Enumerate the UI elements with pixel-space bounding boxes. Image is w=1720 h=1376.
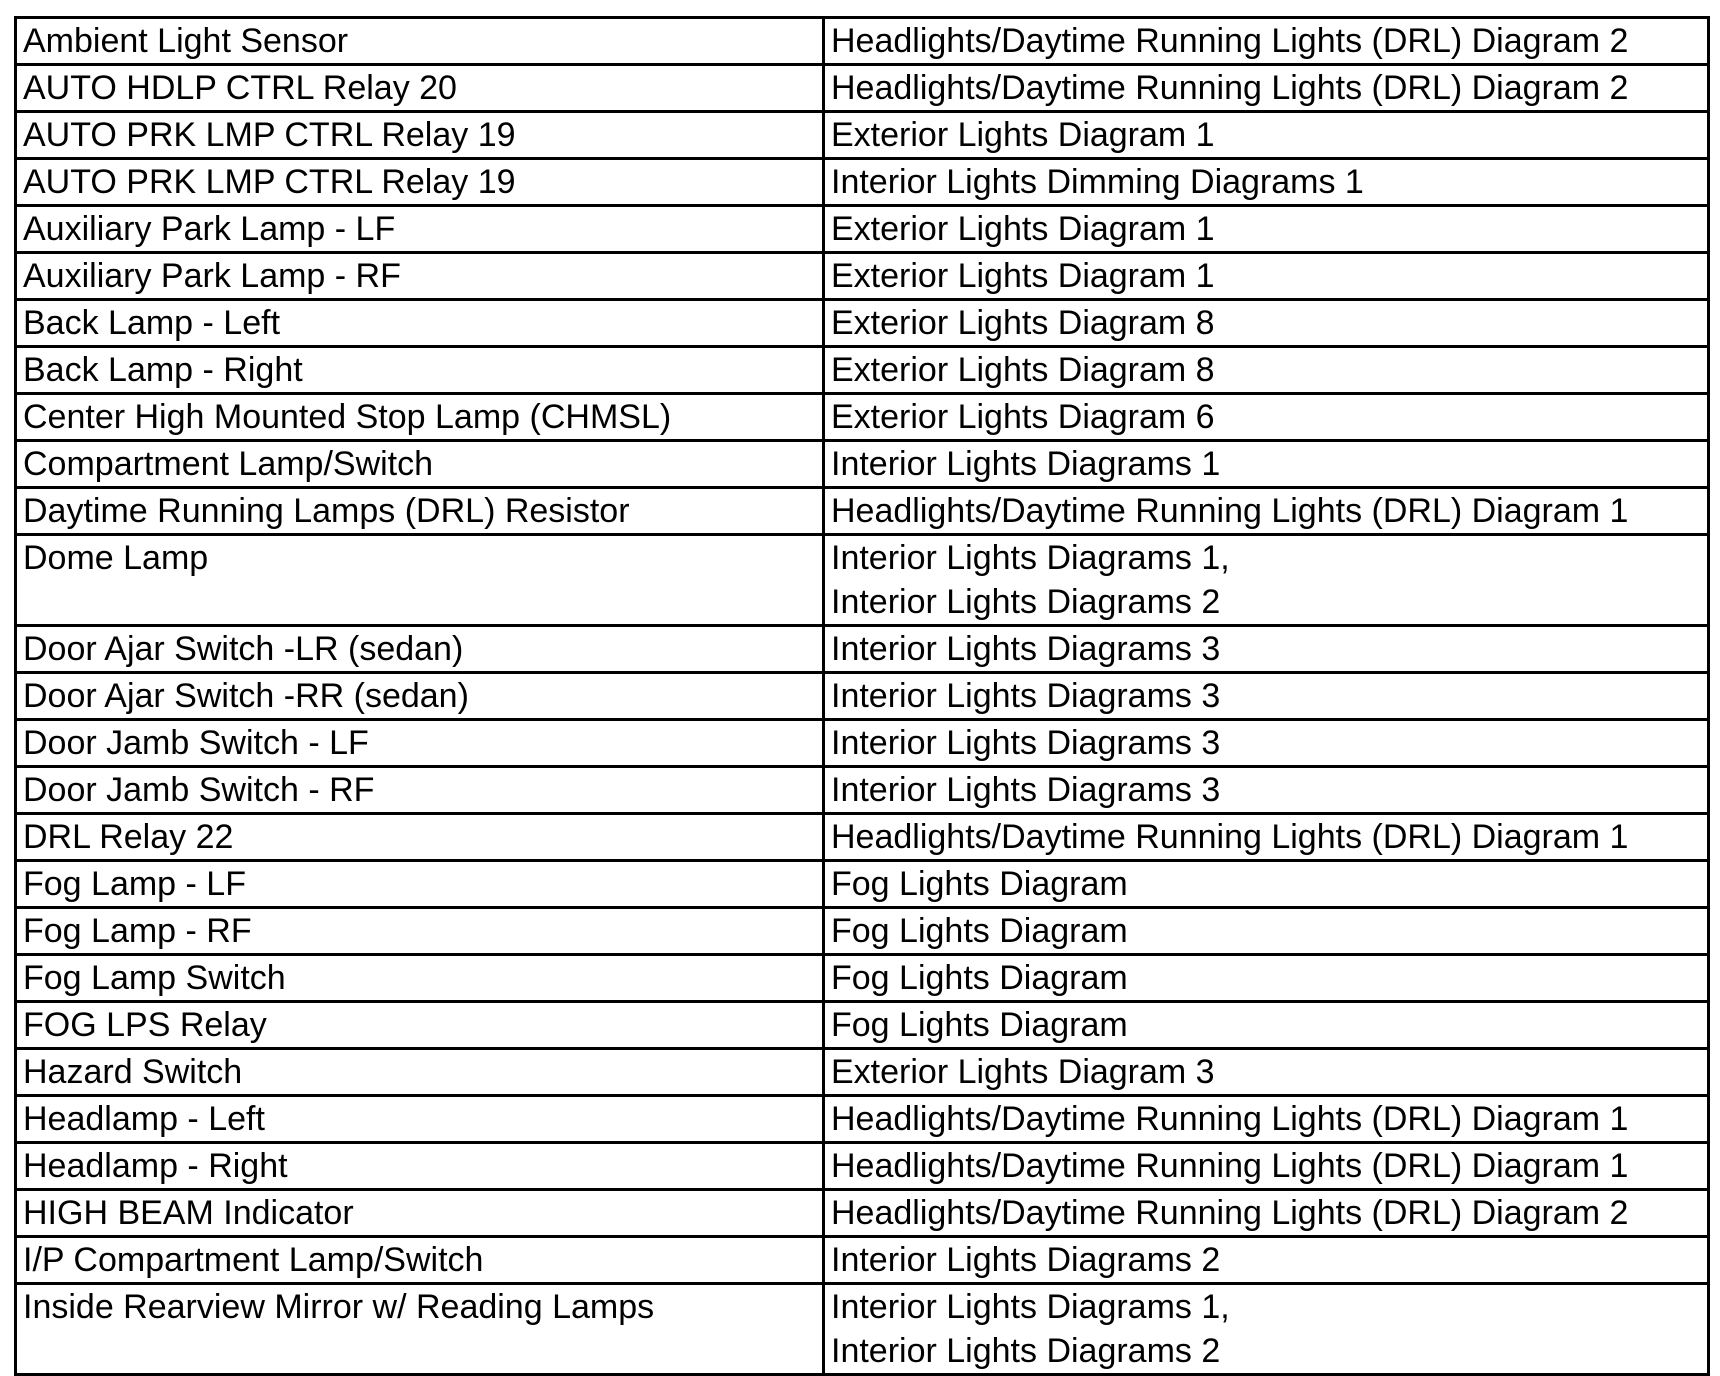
diagram-reference: Interior Lights Diagrams 3 bbox=[831, 677, 1221, 715]
diagram-reference: Fog Lights Diagram bbox=[831, 1006, 1128, 1044]
table-row bbox=[16, 814, 1709, 861]
table-row bbox=[16, 300, 1709, 347]
diagram-reference: Fog Lights Diagram bbox=[831, 865, 1128, 903]
diagram-cell bbox=[824, 1190, 1709, 1237]
component-cell: Daytime Running Lamps (DRL) Resistor bbox=[16, 488, 824, 535]
table-row bbox=[16, 441, 1709, 488]
diagram-reference: Interior Lights Diagrams 2 bbox=[831, 1332, 1221, 1370]
component-cell: DRL Relay 22 bbox=[16, 814, 824, 861]
diagram-cell bbox=[824, 861, 1709, 908]
diagram-reference: Headlights/Daytime Running Lights (DRL) Diagram 2 bbox=[831, 22, 1629, 60]
diagram-cell bbox=[824, 720, 1709, 767]
component-cell: Fog Lamp - RF bbox=[16, 908, 824, 955]
component-cell: HIGH BEAM Indicator bbox=[16, 1190, 824, 1237]
component-cell: I/P Compartment Lamp/Switch bbox=[16, 1237, 824, 1284]
table-row bbox=[16, 1190, 1709, 1237]
diagram-cell bbox=[824, 300, 1709, 347]
diagram-reference: Headlights/Daytime Running Lights (DRL) Diagram 1 bbox=[831, 1100, 1629, 1138]
diagram-cell bbox=[824, 1237, 1709, 1284]
table-row bbox=[16, 159, 1709, 206]
table-row bbox=[16, 767, 1709, 814]
component-cell: Door Ajar Switch -RR (sedan) bbox=[16, 673, 824, 720]
component-cell: Headlamp - Right bbox=[16, 1143, 824, 1190]
table-row bbox=[16, 488, 1709, 535]
diagram-cell bbox=[824, 65, 1709, 112]
diagram-cell bbox=[824, 535, 1709, 626]
table-row bbox=[16, 1002, 1709, 1049]
component-cell: Inside Rearview Mirror w/ Reading Lamps bbox=[16, 1284, 824, 1375]
diagram-reference: Interior Lights Diagrams 1, bbox=[831, 539, 1230, 577]
table-row bbox=[16, 112, 1709, 159]
table-row bbox=[16, 673, 1709, 720]
table-row bbox=[16, 65, 1709, 112]
component-cell: FOG LPS Relay bbox=[16, 1002, 824, 1049]
diagram-cell bbox=[824, 767, 1709, 814]
component-cell: AUTO PRK LMP CTRL Relay 19 bbox=[16, 112, 824, 159]
table-body bbox=[16, 18, 1709, 1375]
diagram-reference: Interior Lights Diagrams 2 bbox=[831, 583, 1221, 621]
diagram-reference: Exterior Lights Diagram 8 bbox=[831, 351, 1215, 389]
diagram-reference: Headlights/Daytime Running Lights (DRL) Diagram 1 bbox=[831, 492, 1629, 530]
diagram-reference: Interior Lights Diagrams 2 bbox=[831, 1241, 1221, 1279]
diagram-cell bbox=[824, 1002, 1709, 1049]
table-row bbox=[16, 394, 1709, 441]
component-cell: Auxiliary Park Lamp - LF bbox=[16, 206, 824, 253]
diagram-cell bbox=[824, 112, 1709, 159]
table-row bbox=[16, 1143, 1709, 1190]
table-row bbox=[16, 720, 1709, 767]
component-cell: Fog Lamp Switch bbox=[16, 955, 824, 1002]
component-cell: AUTO PRK LMP CTRL Relay 19 bbox=[16, 159, 824, 206]
table-row bbox=[16, 955, 1709, 1002]
component-cell: Door Jamb Switch - RF bbox=[16, 767, 824, 814]
diagram-cell bbox=[824, 1284, 1709, 1375]
table-row bbox=[16, 253, 1709, 300]
diagram-cell bbox=[824, 18, 1709, 65]
table-row bbox=[16, 1096, 1709, 1143]
table-row bbox=[16, 908, 1709, 955]
diagram-reference: Interior Lights Diagrams 3 bbox=[831, 771, 1221, 809]
table-row bbox=[16, 18, 1709, 65]
diagram-cell bbox=[824, 1096, 1709, 1143]
table-row bbox=[16, 861, 1709, 908]
component-cell: Dome Lamp bbox=[16, 535, 824, 626]
table-row bbox=[16, 1284, 1709, 1375]
diagram-cell bbox=[824, 253, 1709, 300]
component-cell: Compartment Lamp/Switch bbox=[16, 441, 824, 488]
diagram-reference: Headlights/Daytime Running Lights (DRL) Diagram 2 bbox=[831, 1194, 1629, 1232]
table-row bbox=[16, 626, 1709, 673]
diagram-reference: Interior Lights Diagrams 3 bbox=[831, 724, 1221, 762]
diagram-reference: Fog Lights Diagram bbox=[831, 959, 1128, 997]
diagram-reference: Interior Lights Diagrams 1, bbox=[831, 1288, 1230, 1326]
diagram-reference: Exterior Lights Diagram 3 bbox=[831, 1053, 1215, 1091]
diagram-cell bbox=[824, 394, 1709, 441]
diagram-cell bbox=[824, 955, 1709, 1002]
component-cell: Fog Lamp - LF bbox=[16, 861, 824, 908]
component-cell: Door Ajar Switch -LR (sedan) bbox=[16, 626, 824, 673]
diagram-cell bbox=[824, 1143, 1709, 1190]
table-row bbox=[16, 206, 1709, 253]
diagram-reference: Exterior Lights Diagram 8 bbox=[831, 304, 1215, 342]
table-row bbox=[16, 1237, 1709, 1284]
component-cell: Hazard Switch bbox=[16, 1049, 824, 1096]
diagram-reference: Headlights/Daytime Running Lights (DRL) Diagram 2 bbox=[831, 69, 1629, 107]
component-index-table bbox=[14, 16, 1710, 1376]
component-cell: Back Lamp - Left bbox=[16, 300, 824, 347]
table-row bbox=[16, 1049, 1709, 1096]
diagram-cell bbox=[824, 626, 1709, 673]
diagram-reference: Headlights/Daytime Running Lights (DRL) Diagram 1 bbox=[831, 1147, 1629, 1185]
component-cell: AUTO HDLP CTRL Relay 20 bbox=[16, 65, 824, 112]
diagram-reference: Exterior Lights Diagram 6 bbox=[831, 398, 1215, 436]
diagram-cell bbox=[824, 1049, 1709, 1096]
diagram-reference: Interior Lights Diagrams 3 bbox=[831, 630, 1221, 668]
table-row bbox=[16, 347, 1709, 394]
diagram-cell bbox=[824, 814, 1709, 861]
diagram-reference: Interior Lights Dimming Diagrams 1 bbox=[831, 163, 1364, 201]
diagram-reference: Fog Lights Diagram bbox=[831, 912, 1128, 950]
diagram-cell bbox=[824, 908, 1709, 955]
diagram-reference: Headlights/Daytime Running Lights (DRL) Diagram 1 bbox=[831, 818, 1629, 856]
diagram-cell bbox=[824, 673, 1709, 720]
component-cell: Door Jamb Switch - LF bbox=[16, 720, 824, 767]
component-cell: Back Lamp - Right bbox=[16, 347, 824, 394]
component-cell: Auxiliary Park Lamp - RF bbox=[16, 253, 824, 300]
diagram-cell bbox=[824, 488, 1709, 535]
diagram-cell bbox=[824, 206, 1709, 253]
component-cell: Center High Mounted Stop Lamp (CHMSL) bbox=[16, 394, 824, 441]
table-row bbox=[16, 535, 1709, 626]
diagram-reference: Exterior Lights Diagram 1 bbox=[831, 257, 1215, 295]
diagram-cell bbox=[824, 347, 1709, 394]
diagram-reference: Interior Lights Diagrams 1 bbox=[831, 445, 1221, 483]
diagram-cell bbox=[824, 441, 1709, 488]
diagram-reference: Exterior Lights Diagram 1 bbox=[831, 116, 1215, 154]
component-cell: Ambient Light Sensor bbox=[16, 18, 824, 65]
diagram-reference: Exterior Lights Diagram 1 bbox=[831, 210, 1215, 248]
diagram-cell bbox=[824, 159, 1709, 206]
component-cell: Headlamp - Left bbox=[16, 1096, 824, 1143]
